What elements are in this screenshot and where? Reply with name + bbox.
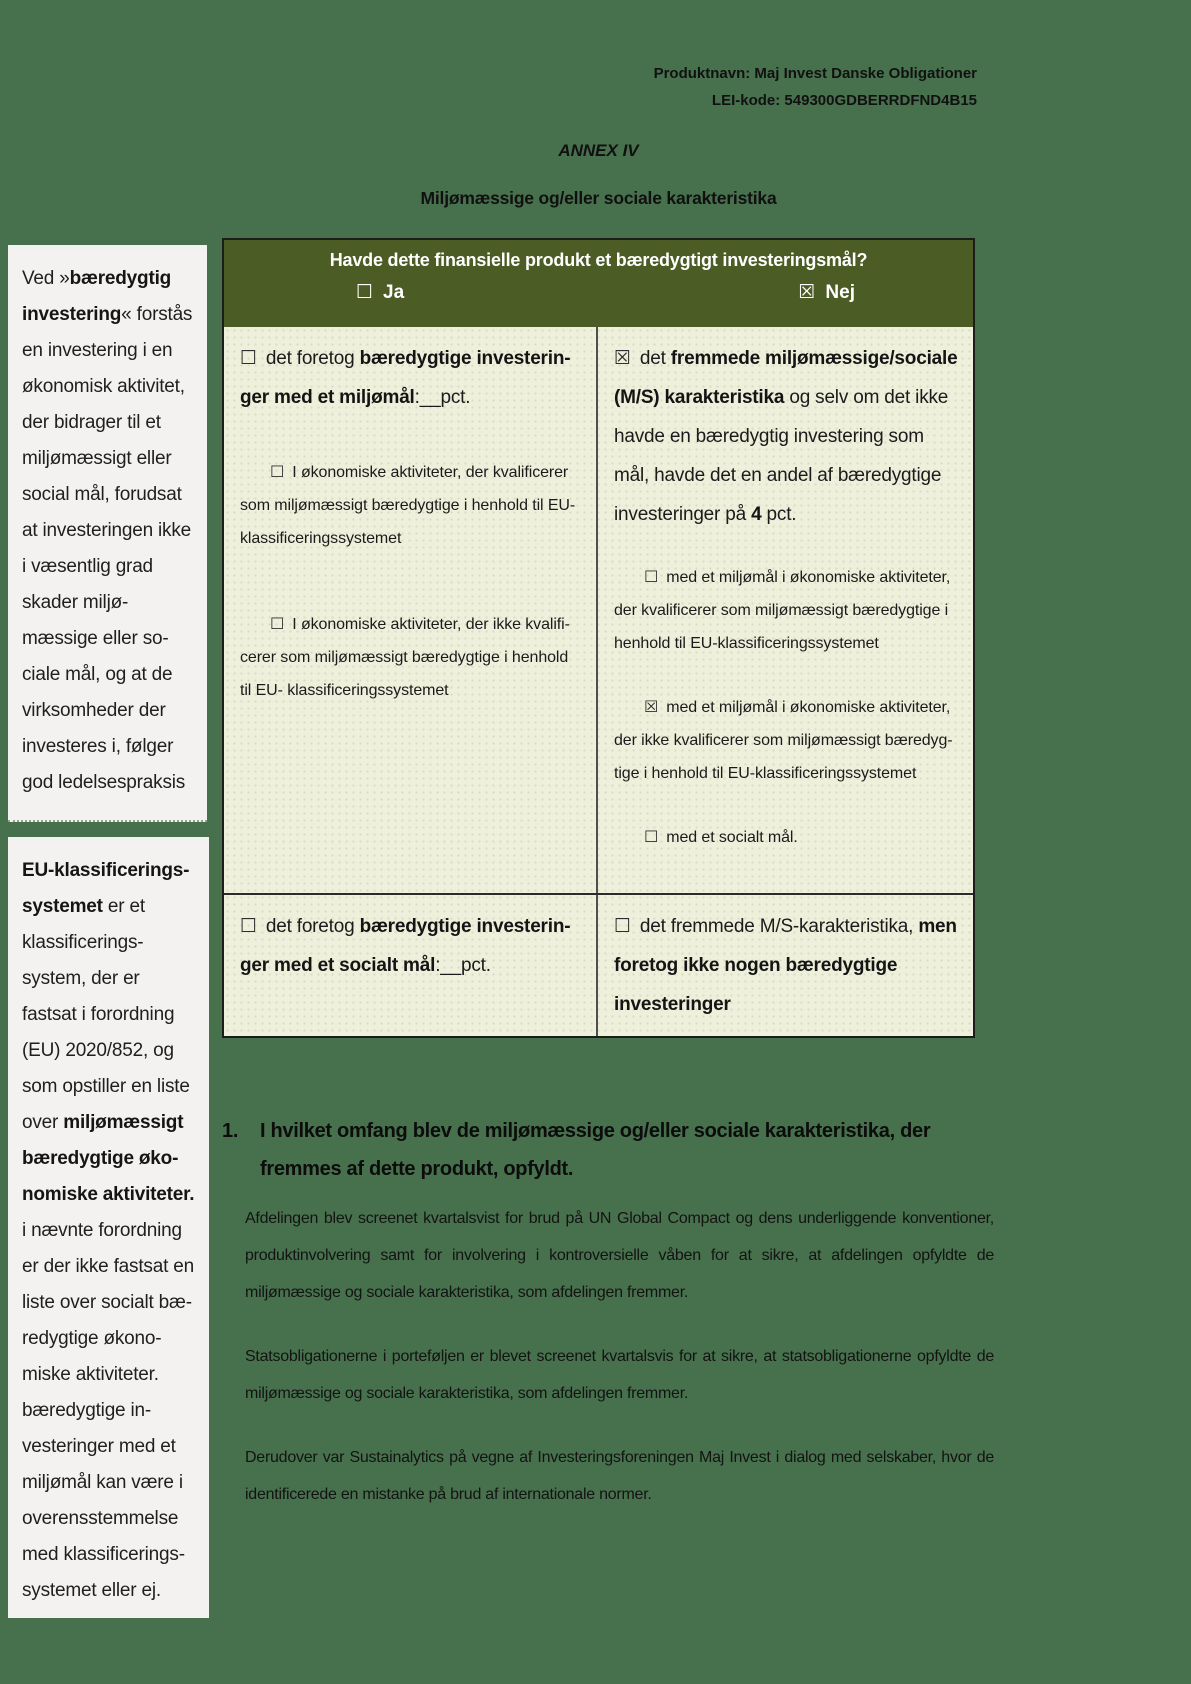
- env-taxonomy-nonaligned-checkbox[interactable]: ☒: [644, 697, 659, 716]
- env-objective-checkbox[interactable]: ☐: [240, 347, 257, 369]
- product-name-line: Produktnavn: Maj Invest Danske Obligationer: [653, 65, 977, 82]
- nej-checkbox[interactable]: ☒: [798, 281, 816, 303]
- answer-paragraph: Statsobligationerne i porteføljen er blevet screenet kvartalsvis for at sikre, at statsobligationerne opfyldte de miljømæssige og sociale karakteristika, som afdelingen fremmer.: [245, 1348, 994, 1402]
- cell-promoted-no-sustainable-investments: [598, 895, 973, 1036]
- text-run: pct.: [761, 504, 797, 525]
- text-run-bold: bæredygtige investeringer med et socialt mål: [240, 916, 571, 976]
- text-run: det: [639, 348, 671, 369]
- ja-checkbox[interactable]: ☐: [356, 281, 374, 303]
- sidebar-note-sustainable-investment: [8, 245, 207, 822]
- taxonomy-aligned-item: [240, 455, 582, 555]
- table-row: [224, 327, 973, 893]
- env-taxonomy-aligned-checkbox[interactable]: ☐: [644, 567, 659, 586]
- option-nej: [798, 281, 855, 304]
- text-run-bold: bæredygtige investeringer med et miljømål: [240, 348, 571, 408]
- answer-paragraph: Afdelingen blev screenet kvartalsvist for brud på UN Global Compact og dens underliggende konventioner, produktinvolvering samt for involvering i kontroversielle våben for at sikre, at afdelingen opfyldte de miljømæssige og sociale karakteristika, som afdelingen fremmer.: [245, 1210, 994, 1301]
- taxonomy-aligned-checkbox[interactable]: ☐: [270, 462, 285, 481]
- text-run-bold: men foretog ikke nogen bæredygtige investeringer: [614, 916, 957, 1015]
- note-term-eu-taxonomy: EU-klassificeringssystemet: [22, 860, 190, 917]
- note-text-run: er et klassificeringssystem, der er fastsat i forordning (EU) 2020/852, og som opstiller en liste over: [22, 896, 190, 1133]
- sustainable-objective-table: [222, 238, 975, 1038]
- question-number: 1.: [222, 1120, 239, 1142]
- note-text-run: i nævnte forordning er der ikke fastsat en liste over socialt bæredygtige økonomiske aktiviteter. bæredygtige investeringer med et miljømål kan være i overensstemmelse med klassificeringssystemet eller ej.: [22, 1220, 194, 1601]
- social-objective-checkbox[interactable]: ☐: [644, 827, 659, 846]
- text-run: I økonomiske aktiviteter, der kvalificerer som miljømæssigt bæredygtige i henhold til EU-klassificeringssystemet: [240, 464, 576, 547]
- question-1-heading: [222, 1112, 994, 1188]
- text-run-bold: fremmede miljømæssige/sociale (M/S) karakteristika: [614, 348, 958, 408]
- env-taxonomy-nonaligned-item: [614, 690, 959, 790]
- text-run: det fremmede M/S-karakteristika,: [639, 916, 919, 937]
- annex-title: ANNEX IV: [558, 141, 639, 160]
- cell-promoted-es-characteristics: [598, 327, 973, 893]
- sidebar-note-eu-taxonomy: [8, 837, 209, 1618]
- text-run: det foretog: [265, 916, 360, 937]
- social-objective-item: [614, 820, 959, 854]
- table-body: [224, 327, 973, 1036]
- cell-sustainable-env-objective: [224, 327, 598, 893]
- question-1-answer: [245, 1200, 994, 1513]
- nej-label: Nej: [825, 282, 855, 303]
- taxonomy-nonaligned-item: [240, 607, 582, 707]
- social-objective-statement: [240, 907, 582, 985]
- text-run: med et miljømål i økonomiske aktiviteter, der kvalificerer som miljømæssigt bæredygtige i henhold til EU-klassificeringssystemet: [614, 569, 951, 652]
- answer-paragraph: Derudover var Sustainalytics på vegne af Investeringsforeningen Maj Invest i dialog med selskaber, hvor de identificerede en mistanke på brud af internationale normer.: [245, 1449, 994, 1503]
- option-ja: [356, 281, 404, 304]
- promoted-es-statement: [614, 339, 959, 534]
- question-title: I hvilket omfang blev de miljømæssige og/eller sociale karakteristika, der fremmes af dette produkt, opfyldt.: [260, 1120, 931, 1180]
- cell-sustainable-social-objective: [224, 895, 598, 1036]
- document-meta: [654, 60, 977, 114]
- note-term-env-sustainable-activities: miljømæssigt bæredygtige økonomiske aktiviteter.: [22, 1112, 195, 1205]
- text-run: I økonomiske aktiviteter, der ikke kvalificerer som miljømæssigt bæredygtige i henhold til EU- klassificeringssystemet: [240, 616, 570, 699]
- text-run: :__pct.: [414, 387, 471, 408]
- ja-label: Ja: [383, 282, 405, 303]
- note-text-run: Ved »: [22, 268, 70, 289]
- promoted-es-checkbox[interactable]: ☒: [614, 347, 631, 369]
- text-run: :__pct.: [435, 955, 491, 976]
- promoted-no-si-statement: [614, 907, 959, 1024]
- text-run: med et socialt mål.: [666, 829, 798, 846]
- table-header-options: [224, 271, 973, 304]
- promoted-no-si-checkbox[interactable]: ☐: [614, 915, 631, 937]
- question-1-section: [222, 1112, 994, 1540]
- text-run: det foretog: [265, 348, 360, 369]
- env-taxonomy-aligned-item: [614, 560, 959, 660]
- text-run: og selv om det ikke havde en bæredygtig investering som mål, havde det en andel af bæredygtige investeringer på: [614, 387, 949, 525]
- lei-code-line: LEI-kode: 549300GDBERRDFND4B15: [711, 92, 977, 109]
- table-row: [224, 893, 973, 1036]
- social-objective-pct-checkbox[interactable]: ☐: [240, 915, 257, 937]
- table-header: [224, 240, 973, 327]
- table-header-question: Havde dette finansielle produkt et bæredygtigt investeringsmål?: [329, 250, 868, 270]
- taxonomy-nonaligned-checkbox[interactable]: ☐: [270, 614, 285, 633]
- si-share-value: 4: [751, 504, 762, 525]
- note-text-run: « forstås en investering i en økonomisk aktivitet, der bidrager til et miljømæssigt eller social mål, forudsat at investeringen ikke i væsentlig grad skader miljømæssige eller sociale mål, og at de virksomheder der investeres i, følger god ledelsespraksis: [22, 304, 193, 793]
- env-objective-statement: [240, 339, 582, 417]
- page-title: Miljømæssige og/eller sociale karakteristika: [420, 188, 777, 208]
- text-run: med et miljømål i økonomiske aktiviteter, der ikke kvalificerer som miljømæssigt bæredygtige i henhold til EU-klassificeringssystemet: [614, 699, 953, 782]
- note-term-sustainable-investment: bæredygtig investering: [22, 268, 172, 325]
